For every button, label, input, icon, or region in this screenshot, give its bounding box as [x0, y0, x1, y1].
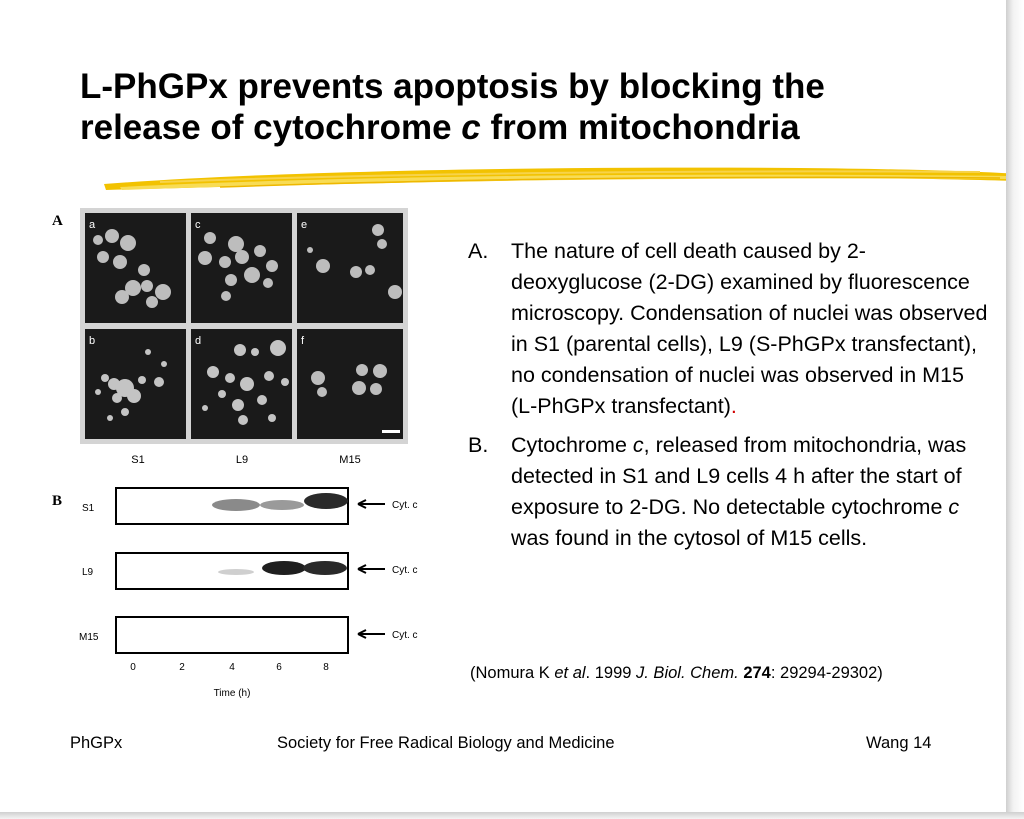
blot-arrow-s1: [358, 500, 385, 508]
micrograph-f: [297, 329, 403, 439]
figure: [0, 0, 470, 710]
blot-m15: [116, 617, 348, 653]
slide-edge-shadow-bottom: [0, 812, 1024, 819]
bullet-b-part3: was found in the cytosol of M15 cells.: [511, 526, 868, 550]
micro-letter-f: f: [301, 335, 305, 347]
bullet-a-text: The nature of cell death caused by 2-deoxyglucose (2-DG) examined by fluorescence microscopy. Condensation of nuclei was observed in S1 (parental cells), L9 (S-PhGPx transfectant), no condensation of nuclei was observed in M15 (L-PhGPx transfectant): [511, 239, 988, 418]
bullet-b: [468, 430, 988, 554]
citation-open: (Nomura K: [470, 664, 555, 682]
time-axis-label: Time (h): [213, 688, 251, 699]
micro-column-s1: S1: [131, 454, 145, 466]
citation-journal: J. Biol. Chem.: [636, 664, 739, 682]
time-tick-6: 6: [276, 662, 282, 673]
footer-right: Wang 14: [866, 734, 932, 752]
blot-row-label-s1: S1: [82, 503, 95, 514]
micrograph-a: [85, 213, 186, 323]
blot-row-label-m15: M15: [79, 632, 99, 643]
blot-arrow-m15: [358, 630, 385, 638]
bullet-a-label: A.: [468, 239, 489, 263]
title-line-2-prefix: release of cytochrome: [80, 108, 462, 147]
citation-volume: 274: [743, 664, 771, 682]
time-tick-0: 0: [130, 662, 136, 673]
citation-pages: : 29294-29302): [770, 664, 883, 682]
bullet-b-italic-c-1: c: [632, 433, 644, 457]
bullet-b-italic-c-2: c: [948, 495, 960, 519]
bullet-b-part1: Cytochrome: [511, 433, 633, 457]
time-tick-8: 8: [323, 662, 329, 673]
micro-letter-b: b: [89, 335, 96, 347]
title-italic-c: c: [461, 108, 481, 147]
micro-letter-d: d: [195, 335, 202, 347]
panel-b-label: B: [52, 493, 63, 509]
time-tick-2: 2: [179, 662, 185, 673]
blot-band-l9-8h: [303, 561, 347, 575]
micro-column-l9: L9: [235, 454, 249, 466]
micro-letter-c: c: [195, 219, 201, 231]
panel-a-label: A: [52, 213, 63, 229]
micrograph-e: [297, 213, 403, 323]
micro-letter-e: e: [301, 219, 308, 231]
blot-band-label-s1: Cyt. c: [392, 500, 418, 511]
micro-column-m15: M15: [339, 454, 361, 466]
blot-row-label-l9: L9: [82, 567, 94, 578]
bullet-a-period: .: [730, 394, 737, 418]
bullet-list: [468, 236, 988, 562]
citation: [470, 664, 883, 683]
blot-band-label-l9: Cyt. c: [392, 565, 418, 576]
micro-letter-a: a: [89, 219, 96, 231]
blot-band-s1-4h: [212, 499, 260, 511]
title-line-2-suffix: from mitochondria: [480, 108, 800, 147]
footer-center: Society for Free Radical Biology and Medicine: [277, 734, 615, 752]
slide-edge-shadow-right: [1006, 0, 1024, 819]
time-tick-4: 4: [229, 662, 235, 673]
blot-band-label-m15: Cyt. c: [392, 630, 418, 641]
citation-year: . 1999: [585, 664, 637, 682]
scale-bar: [382, 430, 400, 433]
title-line-1: L-PhGPx prevents apoptosis by blocking the: [80, 67, 825, 106]
bullet-b-part2: , released from mitochondria, was detected in S1 and L9 cells 4 h after the start of exposure to 2-DG. No detectable cytochrome: [511, 433, 967, 519]
blot-band-s1-8h: [304, 493, 348, 509]
blot-band-l9-4h: [218, 569, 254, 575]
blot-band-s1-6h: [260, 500, 304, 510]
footer-left: PhGPx: [70, 734, 123, 752]
blot-arrow-l9: [358, 565, 385, 573]
bullet-a: [468, 236, 988, 422]
citation-etal: et al: [554, 664, 586, 682]
bullet-b-label: B.: [468, 433, 489, 457]
micrograph-b: [85, 329, 186, 439]
blot-band-l9-6h: [262, 561, 306, 575]
